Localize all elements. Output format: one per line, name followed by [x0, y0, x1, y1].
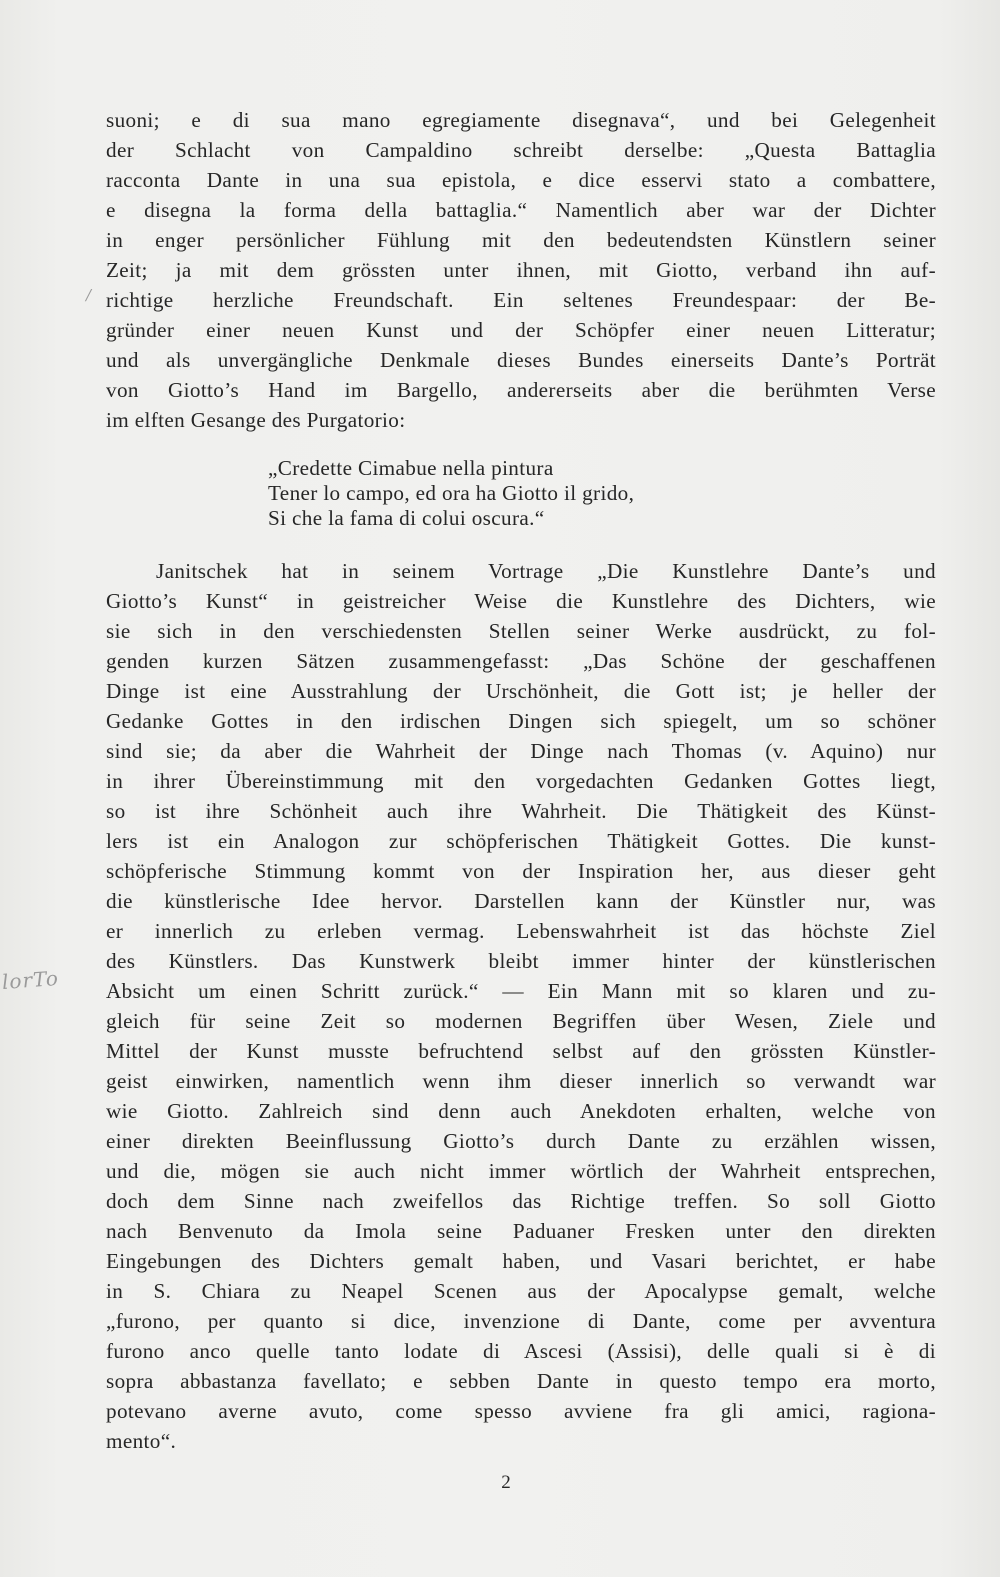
- pencil-annotation: lorTo: [1, 966, 60, 994]
- text-line: richtige herzliche Freundschaft. Ein seltenes Freundespaar: der Be-: [106, 288, 936, 312]
- text-line: die künstlerische Idee hervor. Darstellen kann der Künstler nur, was: [106, 889, 936, 913]
- text-line: mento“.: [106, 1429, 177, 1453]
- text-line: der Schlacht von Campaldino schreibt derselbe: „Questa Battaglia: [106, 138, 936, 162]
- text-line: sie sich in den verschiedensten Stellen seiner Werke ausdrückt, zu fol-: [106, 619, 936, 643]
- text-line: Mittel der Kunst musste befruchtend selbst auf den grössten Künstler-: [106, 1039, 936, 1063]
- paragraph-continuation: [106, 105, 936, 435]
- verse-line: Si che la fama di colui oscura.“: [268, 506, 545, 530]
- text-line: so ist ihre Schönheit auch ihre Wahrheit. Die Thätigkeit des Künst-: [106, 799, 936, 823]
- pencil-mark: /: [86, 286, 92, 304]
- text-line: in enger persönlicher Fühlung mit den bedeutendsten Künstlern seiner: [106, 228, 936, 252]
- text-line: furono anco quelle tanto lodate di Ascesi (Assisi), delle quali si è di: [106, 1339, 936, 1363]
- text-line: und als unvergängliche Denkmale dieses Bundes einerseits Dante’s Porträt: [106, 348, 936, 372]
- text-line: suoni; e di sua mano egregiamente disegnava“, und bei Gelegenheit: [106, 108, 936, 132]
- text-line: wie Giotto. Zahlreich sind denn auch Anekdoten erhalten, welche von: [106, 1099, 936, 1123]
- text-line: e disegna la forma della battaglia.“ Namentlich aber war der Dichter: [106, 198, 936, 222]
- text-line: Gedanke Gottes in den irdischen Dingen sich spiegelt, um so schöner: [106, 709, 936, 733]
- text-line: sind sie; da aber die Wahrheit der Dinge nach Thomas (v. Aquino) nur: [106, 739, 936, 763]
- text-line: gründer einer neuen Kunst und der Schöpfer einer neuen Litteratur;: [106, 318, 936, 342]
- text-line: Absicht um einen Schritt zurück.“ — Ein Mann mit so klaren und zu-: [106, 979, 936, 1003]
- text-line: genden kurzen Sätzen zusammengefasst: „Das Schöne der geschaffenen: [106, 649, 936, 673]
- text-line: in ihrer Übereinstimmung mit den vorgedachten Gedanken Gottes liegt,: [106, 769, 936, 793]
- text-line: geist einwirken, namentlich wenn ihm dieser innerlich so verwandt war: [106, 1069, 936, 1093]
- text-line: und die, mögen sie auch nicht immer wörtlich der Wahrheit entsprechen,: [106, 1159, 936, 1183]
- text-line: Dinge ist eine Ausstrahlung der Urschönheit, die Gott ist; je heller der: [106, 679, 936, 703]
- text-line: einer direkten Beeinflussung Giotto’s durch Dante zu erzählen wissen,: [106, 1129, 936, 1153]
- text-line: in S. Chiara zu Neapel Scenen aus der Apocalypse gemalt, welche: [106, 1279, 936, 1303]
- text-line: „furono, per quanto si dice, invenzione di Dante, come per avventura: [106, 1309, 936, 1333]
- verse-line: Tener lo campo, ed ora ha Giotto il grido,: [268, 481, 635, 505]
- paragraph-janitschek: [106, 556, 936, 1456]
- text-line: im elften Gesange des Purgatorio:: [106, 408, 406, 432]
- text-line: von Giotto’s Hand im Bargello, andererseits aber die berühmten Verse: [106, 378, 936, 402]
- verse-line: „Credette Cimabue nella pintura: [268, 456, 554, 480]
- text-line: nach Benvenuto da Imola seine Paduaner Fresken unter den direkten: [106, 1219, 936, 1243]
- text-line: Giotto’s Kunst“ in geistreicher Weise die Kunstlehre des Dichters, wie: [106, 589, 936, 613]
- page-number: 2: [501, 1472, 511, 1493]
- text-line: Janitschek hat in seinem Vortrage „Die Kunstlehre Dante’s und: [156, 559, 936, 583]
- text-line: sopra abbastanza favellato; e sebben Dante in questo tempo era morto,: [106, 1369, 936, 1393]
- text-line: lers ist ein Analogon zur schöpferischen Thätigkeit Gottes. Die kunst-: [106, 829, 936, 853]
- text-line: Zeit; ja mit dem grössten unter ihnen, mit Giotto, verband ihn auf-: [106, 258, 936, 282]
- text-line: doch dem Sinne nach zweifellos das Richtige treffen. So soll Giotto: [106, 1189, 936, 1213]
- verse-quotation: [268, 456, 634, 531]
- text-line: er innerlich zu erleben vermag. Lebenswahrheit ist das höchste Ziel: [106, 919, 936, 943]
- text-line: Eingebungen des Dichters gemalt haben, und Vasari berichtet, er habe: [106, 1249, 936, 1273]
- text-line: potevano averne avuto, come spesso avviene fra gli amici, ragiona-: [106, 1399, 936, 1423]
- text-line: des Künstlers. Das Kunstwerk bleibt immer hinter der künstlerischen: [106, 949, 936, 973]
- text-line: racconta Dante in una sua epistola, e dice esservi stato a combattere,: [106, 168, 936, 192]
- text-line: gleich für seine Zeit so modernen Begriffen über Wesen, Ziele und: [106, 1009, 936, 1033]
- text-line: schöpferische Stimmung kommt von der Inspiration her, aus dieser geht: [106, 859, 936, 883]
